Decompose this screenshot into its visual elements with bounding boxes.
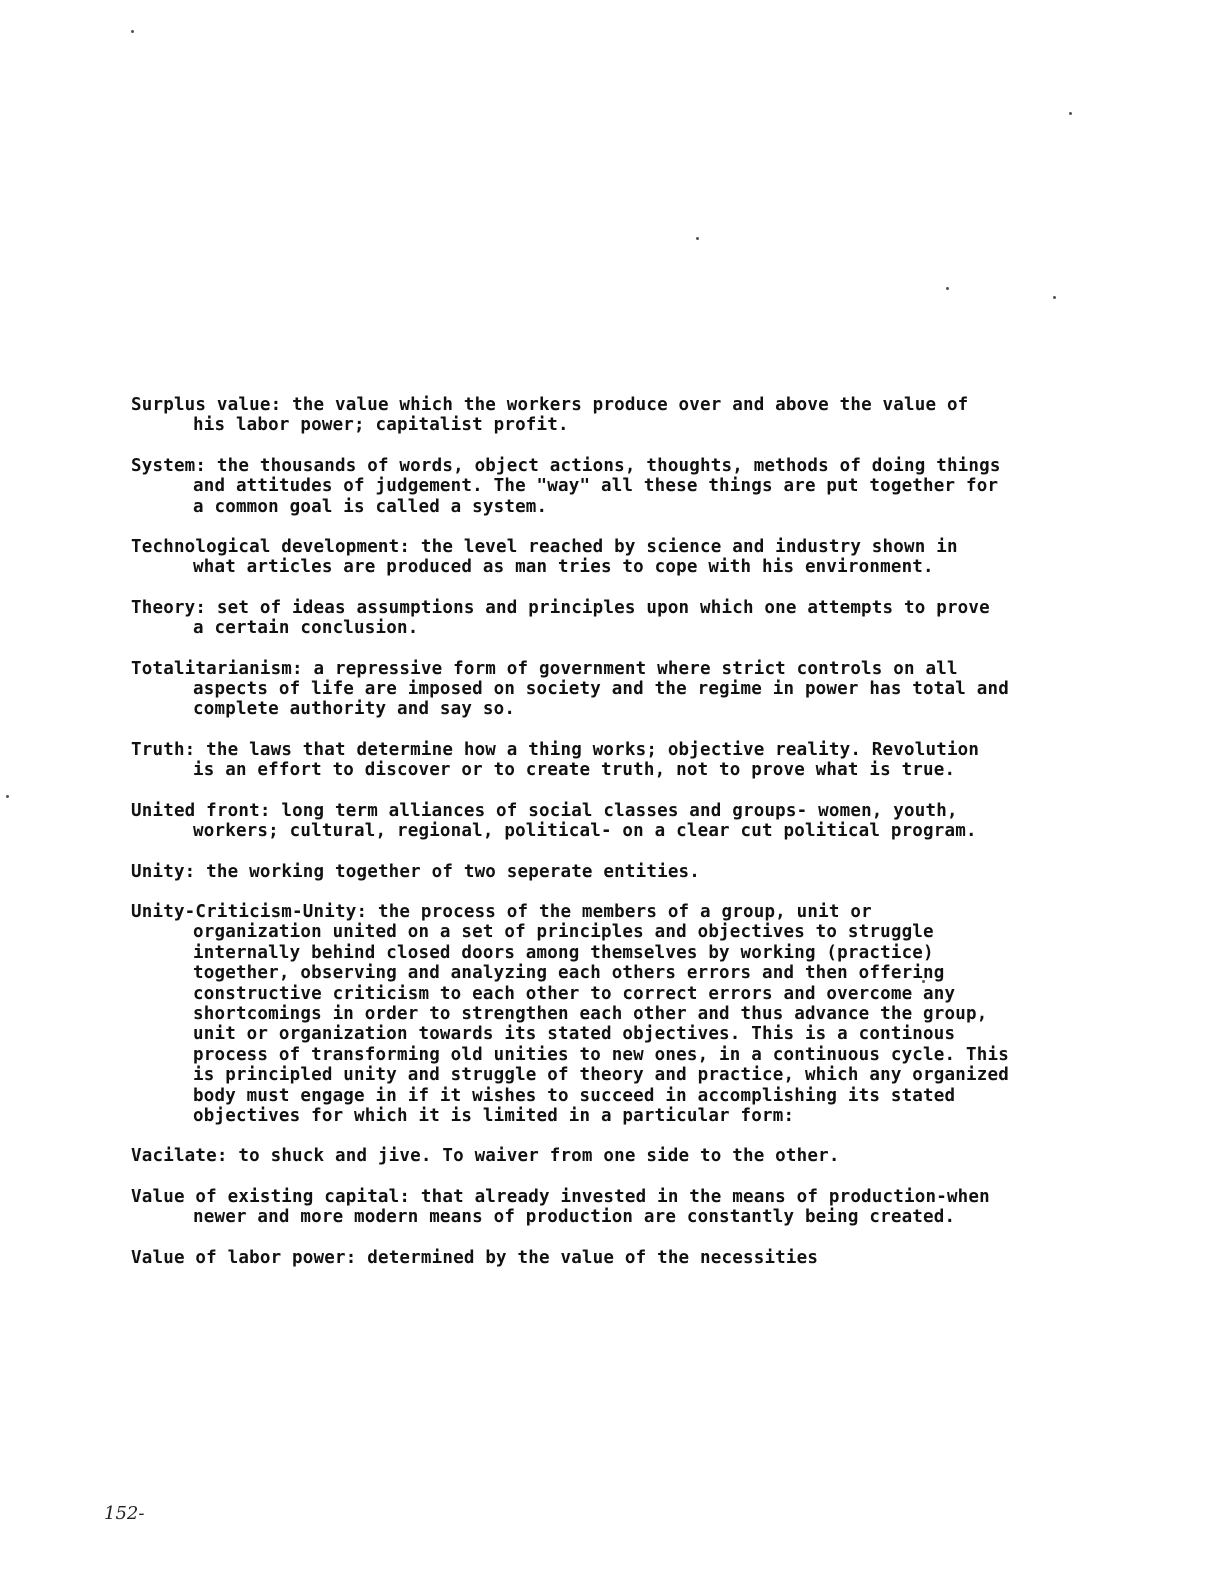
scan-speck — [131, 30, 134, 33]
glossary-term: Theory: — [131, 597, 207, 618]
glossary-term: Vacilate: — [131, 1146, 228, 1167]
glossary-definition: the process of the members of a group, unit or organization united on a set of principles and objectives to struggle internally behind closed doors among themselves by working (practice) together, observing and analyzing each others errors and then offering constructive criticism to each other to correct errors and overcome any shortcomings in order to strengthen each other and thus advance the group, unit or organization towards its stated objectives. This is a continous process of transforming old unities to new ones, in a continuous cycle. This is principled unity and struggle of theory and practice, which any organized body must engage in if it wishes to succeed in accomplishing its stated objectives for which it is limited in a particular form: — [193, 901, 1009, 1126]
glossary-term: Value of existing capital: — [131, 1186, 411, 1207]
glossary-definition: determined by the value of the necessities — [367, 1247, 819, 1268]
glossary-definition: long term alliances of social classes and groups- women, youth, workers; cultural, regional, political- on a clear cut political program. — [193, 800, 977, 842]
glossary-term: Totalitarianism: — [131, 658, 303, 679]
glossary-definition: set of ideas assumptions and principles upon which one attempts to prove a certain conclusion. — [193, 597, 990, 639]
glossary-definition: to shuck and jive. To waiver from one side to the other. — [238, 1146, 840, 1167]
glossary-definition: the laws that determine how a thing works; objective reality. Revolution is an effort to discover or to create truth, not to prove what is true. — [193, 739, 980, 781]
scan-speck — [1053, 296, 1056, 299]
glossary-entry — [131, 1187, 1011, 1228]
glossary-entry — [131, 801, 1011, 842]
scan-speck — [946, 287, 949, 290]
glossary-term: Truth: — [131, 739, 196, 760]
scan-speck — [6, 795, 9, 798]
glossary-term: Technological development: — [131, 537, 411, 558]
glossary-definition: the value which the workers produce over and above the value of his labor power; capitalist profit. — [193, 395, 969, 436]
glossary-term: United front: — [131, 800, 271, 821]
glossary-entry — [131, 902, 1011, 1126]
glossary-term: Unity-Criticism-Unity: — [131, 901, 368, 922]
glossary-entry — [131, 1146, 1011, 1166]
glossary-definition: a repressive form of government where strict controls on all aspects of life are imposed on society and the regime in power has total and complete authority and say so. — [193, 658, 1009, 720]
scan-speck — [696, 237, 699, 240]
scan-speck — [1069, 112, 1072, 115]
glossary-term: Value of labor power: — [131, 1247, 357, 1268]
glossary-definition: that already invested in the means of production-when newer and more modern means of production are constantly being created. — [193, 1186, 990, 1228]
glossary-entry — [131, 659, 1011, 720]
glossary-definition: the level reached by science and industry shown in what articles are produced as man tries to cope with his environment. — [193, 537, 958, 578]
glossary-entry — [131, 456, 1011, 517]
glossary-entry — [131, 1248, 1011, 1268]
glossary-entry — [131, 537, 1011, 578]
glossary-list — [131, 395, 1011, 1268]
glossary-entry — [131, 740, 1011, 781]
glossary-entry — [131, 598, 1011, 639]
glossary-definition: the working together of two seperate entities. — [206, 861, 701, 882]
glossary-term: System: — [131, 455, 207, 476]
glossary-definition: the thousands of words, object actions, thoughts, methods of doing things and attitudes of judgement. The "way" all these things are put together for a common goal is called a system. — [193, 455, 1001, 517]
page-number: 152- — [104, 1503, 145, 1524]
glossary-term: Surplus value: — [131, 395, 282, 415]
glossary-entry — [131, 862, 1011, 882]
glossary-entry — [131, 395, 1011, 436]
glossary-term: Unity: — [131, 861, 196, 882]
